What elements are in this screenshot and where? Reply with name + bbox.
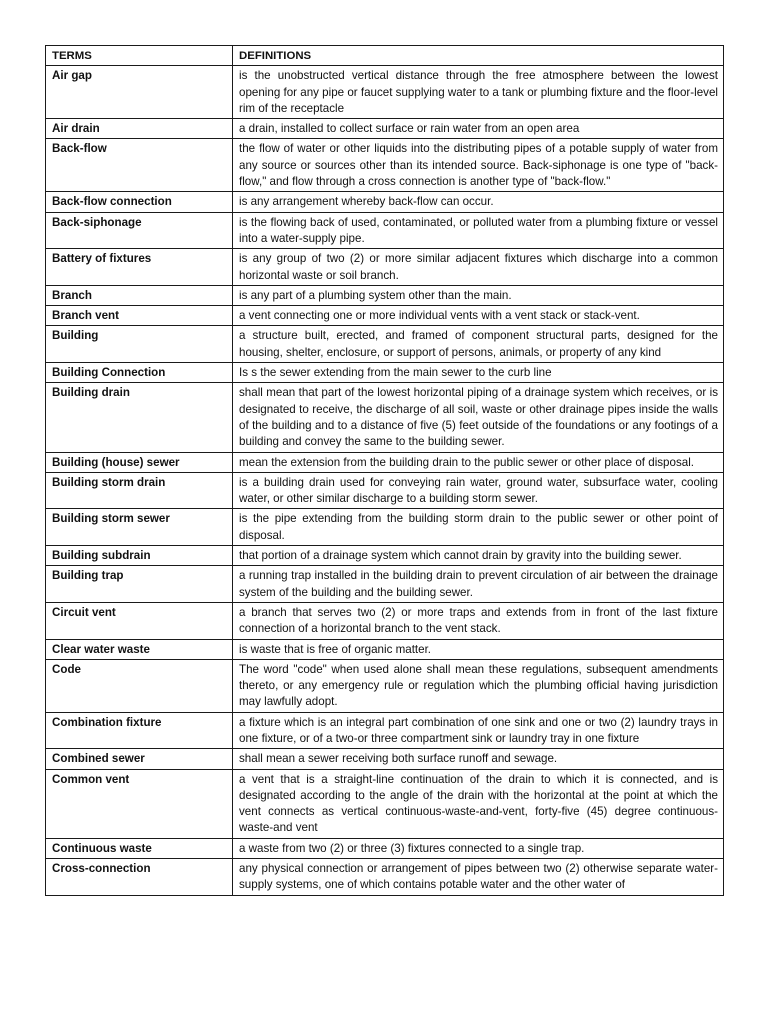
term-cell: Back-flow connection	[46, 192, 233, 212]
definition-cell: is any part of a plumbing system other than the main.	[233, 285, 724, 305]
term-cell: Battery of fixtures	[46, 249, 233, 286]
table-row	[46, 639, 724, 659]
definitions-column-header: DEFINITIONS	[233, 46, 724, 66]
definition-cell: a structure built, erected, and framed of component structural parts, designed for the housing, shelter, enclosure, or support of persons, animals, or property of any kind	[233, 326, 724, 363]
definition-cell: shall mean a sewer receiving both surface runoff and sewage.	[233, 749, 724, 769]
table-row	[46, 712, 724, 749]
term-cell: Combination fixture	[46, 712, 233, 749]
definition-cell: any physical connection or arrangement of pipes between two (2) otherwise separate water-supply systems, one of which contains potable water and the other water of	[233, 859, 724, 896]
term-cell: Clear water waste	[46, 639, 233, 659]
table-row	[46, 859, 724, 896]
term-cell: Building trap	[46, 566, 233, 603]
definition-cell: shall mean that part of the lowest horizontal piping of a drainage system which receives, or is designated to receive, the discharge of all soil, waste or other drainage pipes inside the walls of the building and to a distance of five (5) feet outside of the foundations or any footings of a building and convey the same to the building sewer.	[233, 383, 724, 452]
definition-cell: that portion of a drainage system which cannot drain by gravity into the building sewer.	[233, 546, 724, 566]
table-row	[46, 452, 724, 472]
table-row	[46, 838, 724, 858]
term-cell: Common vent	[46, 769, 233, 838]
term-cell: Building drain	[46, 383, 233, 452]
table-body	[46, 66, 724, 895]
term-cell: Building	[46, 326, 233, 363]
table-row	[46, 383, 724, 452]
term-cell: Back-siphonage	[46, 212, 233, 249]
term-cell: Air gap	[46, 66, 233, 119]
definition-cell: Is s the sewer extending from the main sewer to the curb line	[233, 363, 724, 383]
definition-cell: is the pipe extending from the building storm drain to the public sewer or other point of disposal.	[233, 509, 724, 546]
term-cell: Continuous waste	[46, 838, 233, 858]
table-row	[46, 509, 724, 546]
term-cell: Building Connection	[46, 363, 233, 383]
definition-cell: a fixture which is an integral part combination of one sink and one or two (2) laundry trays in one fixture, or of a two-or three compartment sink or laundry tray in one fixture	[233, 712, 724, 749]
term-cell: Building (house) sewer	[46, 452, 233, 472]
table-row	[46, 285, 724, 305]
terms-column-header: TERMS	[46, 46, 233, 66]
term-cell: Building storm drain	[46, 472, 233, 509]
term-cell: Back-flow	[46, 139, 233, 192]
term-cell: Air drain	[46, 119, 233, 139]
definition-cell: a vent that is a straight-line continuation of the drain to which it is connected, and is designated according to the angle of the drain with the horizontal at the point at which the vent connects as vertical continuous-waste-and-vent, forty-five (45) degree continuous-waste-and vent	[233, 769, 724, 838]
definition-cell: is a building drain used for conveying rain water, ground water, subsurface water, cooling water, or other similar discharge to a building storm sewer.	[233, 472, 724, 509]
table-header	[46, 46, 724, 66]
definition-cell: is waste that is free of organic matter.	[233, 639, 724, 659]
table-row	[46, 602, 724, 639]
table-row	[46, 472, 724, 509]
table-row	[46, 659, 724, 712]
term-cell: Combined sewer	[46, 749, 233, 769]
table-row	[46, 306, 724, 326]
table-row	[46, 363, 724, 383]
header-row	[46, 46, 724, 66]
table-row	[46, 249, 724, 286]
definition-cell: is any arrangement whereby back-flow can occur.	[233, 192, 724, 212]
table-row	[46, 546, 724, 566]
definition-cell: mean the extension from the building drain to the public sewer or other place of disposal.	[233, 452, 724, 472]
table-row	[46, 749, 724, 769]
definition-cell: The word "code" when used alone shall mean these regulations, subsequent amendments thereto, or any emergency rule or regulation which the plumbing official having jurisdiction may lawfully adopt.	[233, 659, 724, 712]
term-cell: Branch vent	[46, 306, 233, 326]
table-row	[46, 769, 724, 838]
glossary-table	[45, 45, 724, 896]
definition-cell: a running trap installed in the building drain to prevent circulation of air between the drainage system of the building and the building sewer.	[233, 566, 724, 603]
definition-cell: a branch that serves two (2) or more traps and extends from in front of the last fixture connection of a horizontal branch to the vent stack.	[233, 602, 724, 639]
definition-cell: a vent connecting one or more individual vents with a vent stack or stack-vent.	[233, 306, 724, 326]
definition-cell: is the unobstructed vertical distance through the free atmosphere between the lowest opening for any pipe or faucet supplying water to a tank or plumbing fixture and the floor-level rim of the receptacle	[233, 66, 724, 119]
table-row	[46, 119, 724, 139]
definition-cell: the flow of water or other liquids into the distributing pipes of a potable supply of water from any source or sources other than its intended source. Back-siphonage is one type of "back-flow," and flow through a cross connection is another type of "back-flow."	[233, 139, 724, 192]
term-cell: Building subdrain	[46, 546, 233, 566]
definition-cell: a waste from two (2) or three (3) fixtures connected to a single trap.	[233, 838, 724, 858]
table-row	[46, 566, 724, 603]
term-cell: Circuit vent	[46, 602, 233, 639]
table-row	[46, 192, 724, 212]
definition-cell: is the flowing back of used, contaminated, or polluted water from a plumbing fixture or vessel into a water-supply pipe.	[233, 212, 724, 249]
table-row	[46, 212, 724, 249]
table-row	[46, 66, 724, 119]
term-cell: Building storm sewer	[46, 509, 233, 546]
table-row	[46, 326, 724, 363]
table-row	[46, 139, 724, 192]
definition-cell: a drain, installed to collect surface or rain water from an open area	[233, 119, 724, 139]
term-cell: Code	[46, 659, 233, 712]
definition-cell: is any group of two (2) or more similar adjacent fixtures which discharge into a common horizontal waste or soil branch.	[233, 249, 724, 286]
term-cell: Cross-connection	[46, 859, 233, 896]
term-cell: Branch	[46, 285, 233, 305]
